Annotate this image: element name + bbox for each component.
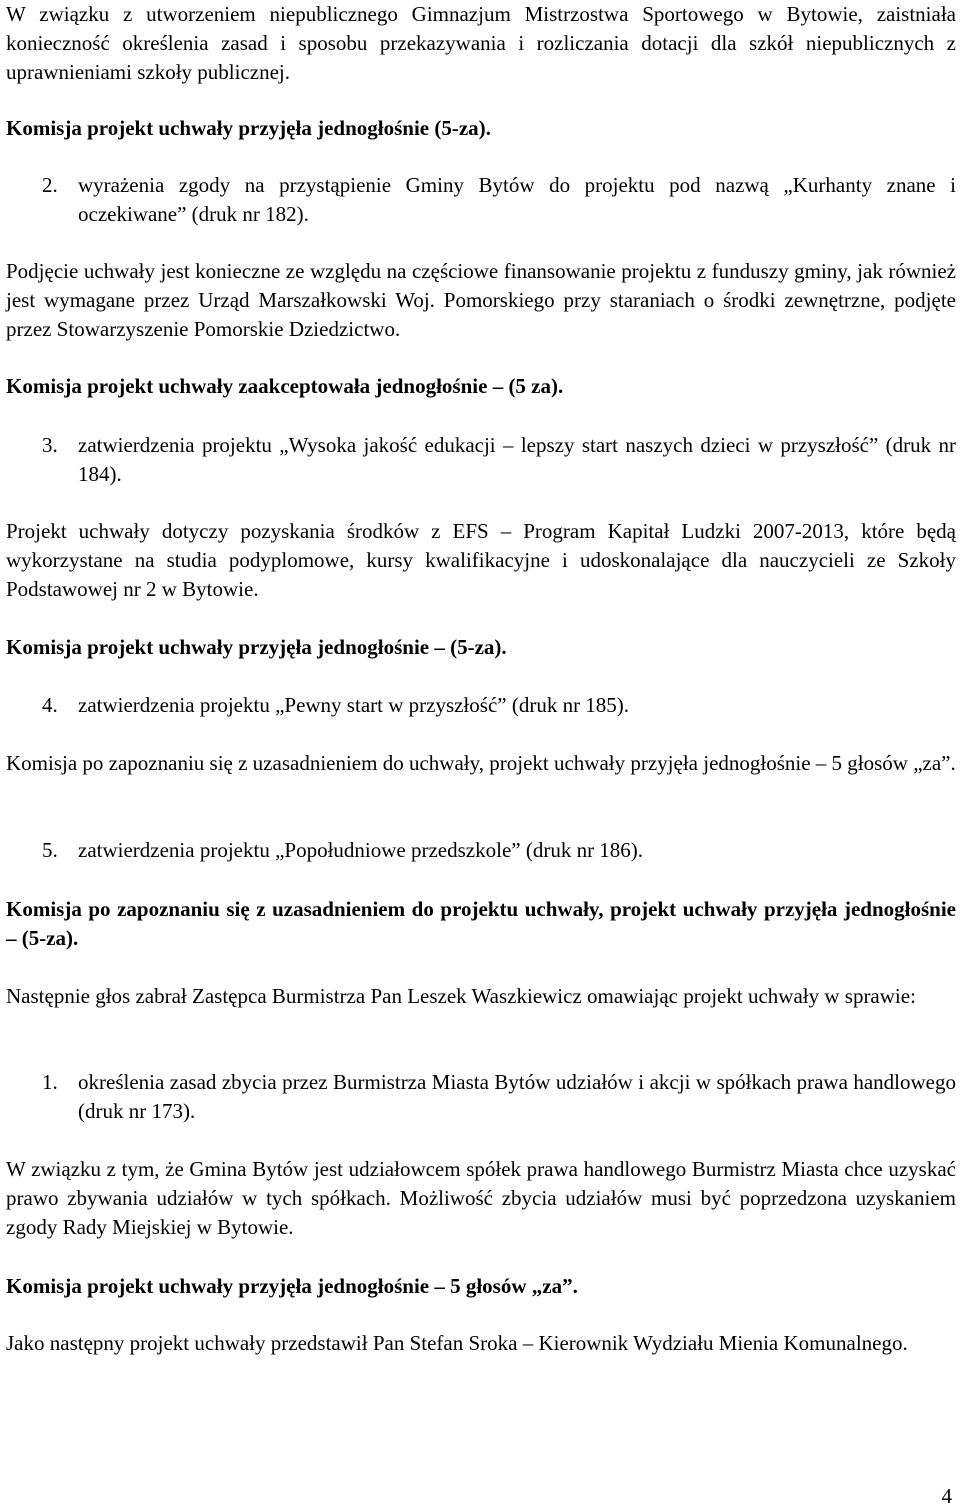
resolution-2: Komisja projekt uchwały zaakceptowała jednogłośnie – (5 za). — [6, 374, 564, 398]
paragraph-item-2: Podjęcie uchwały jest konieczne ze względu na częściowe finansowanie projektu z funduszy gminy, jak również jest wymagane przez Urząd Marszałkowski Woj. Pomorskiego przy staraniach o środki zewnętrzne, podjęte przez Stowarzyszenie Pomorskie Dziedzictwo. — [6, 259, 956, 341]
item-text: określenia zasad zbycia przez Burmistrza Miasta Bytów udziałów i akcji w spółkach prawa handlowego (druk nr 173). — [78, 1070, 956, 1123]
item-text: wyrażenia zgody na przystąpienie Gminy Bytów do projektu pod nazwą „Kurhanty znane i oczekiwane” (druk nr 182). — [78, 173, 956, 226]
paragraph-intro: W związku z utworzeniem niepublicznego Gimnazjum Mistrzostwa Sportowego w Bytowie, zaistniała konieczność określenia zasad i sposobu przekazywania i rozliczania dotacji dla szkół niepublicznych z uprawnieniami szkoły publicznej. — [6, 2, 956, 84]
page-number: 4 — [941, 1484, 952, 1508]
agenda-item-2 — [6, 171, 956, 229]
agenda-item-1 — [6, 1068, 956, 1126]
resolution-5: Komisja po zapoznaniu się z uzasadnieniem do projektu uchwały, projekt uchwały przyjęła jednogłośnie – (5-za). — [6, 897, 956, 950]
resolution-3: Komisja projekt uchwały przyjęła jednogłośnie – (5-za). — [6, 635, 507, 659]
paragraph-item-4: Komisja po zapoznaniu się z uzasadnieniem do uchwały, projekt uchwały przyjęła jednogłośnie – 5 głosów „za”. — [6, 751, 956, 775]
paragraph-deputy-mayor: Następnie głos zabrał Zastępca Burmistrza Pan Leszek Waszkiewicz omawiając projekt uchwały w sprawie: — [6, 984, 916, 1008]
paragraph-closing: Jako następny projekt uchwały przedstawił Pan Stefan Sroka – Kierownik Wydziału Mienia Komunalnego. — [6, 1331, 908, 1355]
item-number: 1. — [42, 1070, 58, 1094]
item-number: 3. — [42, 433, 58, 457]
item-number: 2. — [42, 173, 58, 197]
item-text: zatwierdzenia projektu „Pewny start w przyszłość” (druk nr 185). — [78, 693, 630, 717]
agenda-item-4 — [6, 691, 956, 720]
agenda-item-3 — [6, 431, 956, 489]
resolution-6: Komisja projekt uchwały przyjęła jednogłośnie – 5 głosów „za”. — [6, 1274, 578, 1298]
paragraph-item-3: Projekt uchwały dotyczy pozyskania środków z EFS – Program Kapitał Ludzki 2007-2013, które będą wykorzystane na studia podyplomowe, kursy kwalifikacyjne i udoskonalające dla nauczycieli ze Szkoły Podstawowej nr 2 w Bytowie. — [6, 519, 956, 601]
resolution-1: Komisja projekt uchwały przyjęła jednogłośnie (5-za). — [6, 116, 491, 140]
item-number: 4. — [42, 693, 58, 717]
item-text: zatwierdzenia projektu „Popołudniowe przedszkole” (druk nr 186). — [78, 838, 644, 862]
paragraph-item-1: W związku z tym, że Gmina Bytów jest udziałowcem spółek prawa handlowego Burmistrz Miasta chce uzyskać prawo zbywania udziałów w tych spółkach. Możliwość zbycia udziałów musi być poprzedzona uzyskaniem zgody Rady Miejskiej w Bytowie. — [6, 1157, 956, 1239]
agenda-item-5 — [6, 836, 956, 865]
item-text: zatwierdzenia projektu „Wysoka jakość edukacji – lepszy start naszych dzieci w przyszłość” (druk nr 184). — [78, 433, 956, 486]
item-number: 5. — [42, 838, 58, 862]
